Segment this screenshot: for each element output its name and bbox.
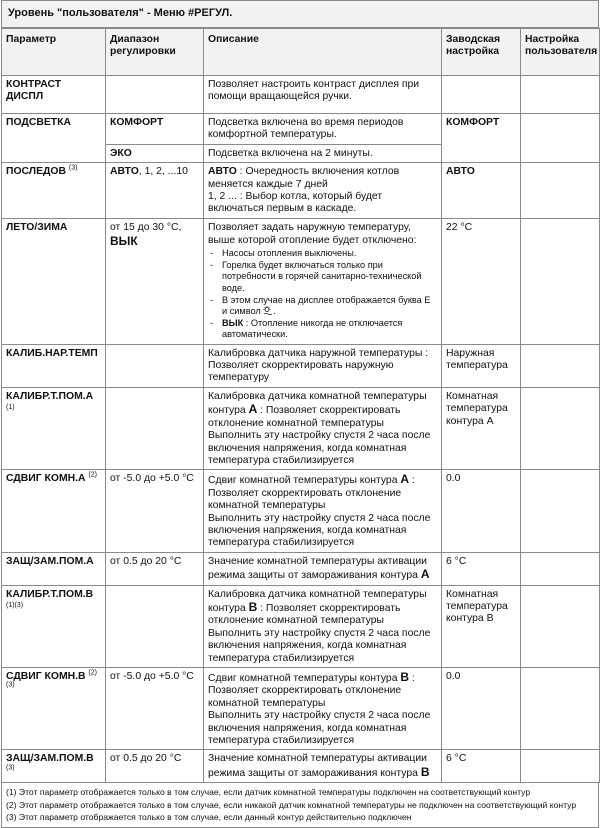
table-row xyxy=(2,163,600,219)
range-cell: от -5.0 до +5.0 °C xyxy=(106,668,204,750)
user-cell xyxy=(521,585,600,667)
desc-line: Позволяет задать наружную температуру, выше которой отопление будет отключено: xyxy=(208,222,417,246)
table-row xyxy=(2,552,600,585)
factory-cell: 0.0 xyxy=(442,668,521,750)
range-cell xyxy=(106,163,204,219)
bullet-text: В этом случае на дисплее отображается буква Е и символ xyxy=(222,294,431,317)
desc-text: : Позволяет скорректировать отклонение комнатной температуры xyxy=(208,405,401,429)
range-cell xyxy=(106,219,204,344)
desc-cell xyxy=(204,219,442,344)
desc-cell xyxy=(204,470,442,552)
footnote: (1) Этот параметр отображается только в том случае, если датчик комнатной температуры подключен на соответствующий контур xyxy=(6,787,531,798)
param-name: КАЛИБР.Т.ПОМ.А xyxy=(6,390,94,402)
range-cell: от -5.0 до +5.0 °C xyxy=(106,470,204,552)
param-cell: ЗАЩ/ЗАМ.ПОМ.А xyxy=(2,552,106,585)
settings-table xyxy=(1,28,600,783)
user-cell xyxy=(521,163,600,219)
footnote-ref: (1)(3) xyxy=(6,601,24,609)
param-name: СДВИГ КОМН.А xyxy=(6,473,86,485)
bullet-text: : Отопление никогда не отключается автоматически. xyxy=(222,318,403,340)
desc-cell xyxy=(204,668,442,750)
user-cell xyxy=(521,219,600,344)
footnotes xyxy=(1,783,599,828)
range-cell xyxy=(106,387,204,469)
desc-text: Сдвиг комнатной температуры контура xyxy=(208,475,401,487)
user-cell xyxy=(521,114,600,163)
desc-cell: Позволяет настроить контраст дисплея при помощи вращающейся ручки. xyxy=(204,76,442,114)
bullet-bold: ВЫК xyxy=(222,318,244,329)
param-cell xyxy=(2,470,106,552)
footnote-ref: (1) xyxy=(6,404,15,412)
factory-cell: 6 °C xyxy=(442,552,521,585)
circuit-letter: B xyxy=(420,764,430,779)
desc-text: : Позволяет скорректировать отклонение комнатной температуры xyxy=(208,673,415,709)
param-name: ЗАЩ/ЗАМ.ПОМ.B xyxy=(6,753,94,765)
param-cell: КОНТРАСТ ДИСПЛ xyxy=(2,76,106,114)
param-cell xyxy=(2,668,106,750)
param-cell: ПОДСВЕТКА xyxy=(2,114,106,163)
range-cell: от 0.5 до 20 °C xyxy=(106,750,204,783)
header-range: Диапазон регулировки xyxy=(106,29,204,76)
factory-cell: КОМФОРТ xyxy=(442,114,521,163)
list-item xyxy=(220,318,437,340)
desc-text: : Позволяет скорректировать отклонение комнатной температуры xyxy=(208,602,401,627)
table-row xyxy=(2,344,600,387)
user-cell xyxy=(521,470,600,552)
circuit-letter: A xyxy=(248,402,258,417)
param-name: СДВИГ КОМН.B xyxy=(6,671,86,682)
user-cell xyxy=(521,552,600,585)
desc-text: Значение комнатной температуры активации режима защиты от замораживания контура xyxy=(208,753,427,779)
header-user: Настройка пользователя xyxy=(521,29,600,76)
param-name: ПОСЛЕДОВ xyxy=(6,166,67,178)
desc-bold: АВТО xyxy=(208,166,237,178)
desc-cell: Калибровка датчика наружной температуры : Позволяет скорректировать наружную температуру xyxy=(204,344,442,387)
footnote-ref: (2) xyxy=(88,471,97,479)
desc-cell xyxy=(204,387,442,469)
range-cell: ЭКО xyxy=(106,144,204,162)
param-cell xyxy=(2,387,106,469)
param-cell: ЛЕТО/ЗИМА xyxy=(2,219,106,344)
user-cell xyxy=(521,387,600,469)
param-cell: КАЛИБ.НАР.ТЕМП xyxy=(2,344,106,387)
user-cell xyxy=(521,668,600,750)
table-row xyxy=(2,76,600,114)
range-cell xyxy=(106,585,204,667)
page-title: Уровень "пользователя" - Меню #РЕГУЛ. xyxy=(1,0,599,28)
table-row xyxy=(2,219,600,344)
factory-cell xyxy=(442,76,521,114)
table-row xyxy=(2,470,600,552)
circuit-letter: A xyxy=(400,472,410,487)
footnote-ref: (2)(3) xyxy=(6,669,97,689)
desc-text: Значение комнатной температуры активации режима защиты от замораживания контура xyxy=(208,555,427,582)
user-cell xyxy=(521,750,600,783)
list-item: - Насосы отопления выключены. xyxy=(220,248,437,259)
header-desc: Описание xyxy=(204,29,442,76)
range-rest: , 1, 2, ...10 xyxy=(138,166,188,178)
range-line: от 15 до 30 °C, xyxy=(110,222,182,234)
desc-rest: : Очередность включения котлов меняется каждые 7 дней xyxy=(208,166,400,190)
range-cell: КОМФОРТ xyxy=(106,114,204,145)
factory-cell: Наружная температура xyxy=(442,344,521,387)
user-cell xyxy=(521,344,600,387)
table-row xyxy=(2,750,600,783)
table-row xyxy=(2,114,600,145)
list-item: - В этом случае на дисплее отображается буква Е и символ . xyxy=(220,295,437,317)
desc-cell xyxy=(204,163,442,219)
table-row xyxy=(2,668,600,750)
factory-cell: Комнатная температура контура B xyxy=(442,585,521,667)
range-cell: от 0.5 до 20 °C xyxy=(106,552,204,585)
table-row xyxy=(2,585,600,667)
footnote-ref: (3) xyxy=(68,164,78,172)
factory-cell: 6 °C xyxy=(442,750,521,783)
desc-text: Сдвиг комнатной температуры контура xyxy=(208,673,401,684)
param-name: КАЛИБР.Т.ПОМ.B xyxy=(6,588,94,600)
table-header-row xyxy=(2,29,600,76)
circuit-letter: A xyxy=(420,567,430,582)
document-page xyxy=(1,0,599,828)
list-item: - Горелка будет включаться только при потребности в горячей санитарно-технической воде. xyxy=(220,260,437,294)
desc-text: : Позволяет скорректировать отклонение комнатной температуры xyxy=(208,475,415,512)
desc-line: Выполнить эту настройку спустя 2 часа после включения напряжения, когда комнатная температура стабилизируется xyxy=(208,430,431,466)
factory-cell: АВТО xyxy=(442,163,521,219)
desc-line: Выполнить эту настройку спустя 2 часа после включения напряжения, когда комнатная температура стабилизируется xyxy=(208,512,431,549)
user-cell xyxy=(521,76,600,114)
desc-cell: Подсветка включена во время периодов комфортной температуры. xyxy=(204,114,442,145)
desc-cell xyxy=(204,750,442,783)
footnote: (2) Этот параметр отображается только в том случае, если никакой датчик комнатной температуры не подключен на соответствующий контур xyxy=(6,799,577,810)
factory-cell: 0.0 xyxy=(442,470,521,552)
circuit-letter: B xyxy=(248,599,258,614)
param-cell xyxy=(2,750,106,783)
circuit-letter: B xyxy=(400,670,410,684)
desc-line: Выполнить эту настройку спустя 2 часа после включения напряжения, когда комнатная температура стабилизируется xyxy=(208,627,431,664)
desc-line: 1, 2 ... : Выбор котла, который будет включаться первым в каскаде. xyxy=(208,191,383,215)
desc-cell xyxy=(204,585,442,667)
desc-text: Калибровка датчика комнатной температуры контура xyxy=(208,390,427,417)
footnote-ref: (3) xyxy=(6,764,15,772)
range-cell xyxy=(106,344,204,387)
param-cell xyxy=(2,163,106,219)
range-bold: АВТО xyxy=(110,166,139,178)
header-factory: Заводская настройка xyxy=(442,29,521,76)
desc-text: Калибровка датчика комнатной температуры контура xyxy=(208,588,427,614)
factory-cell: Комнатная температура контура A xyxy=(442,387,521,469)
range-cell xyxy=(106,76,204,114)
range-off: ВЫК xyxy=(110,233,138,248)
factory-cell: 22 °C xyxy=(442,219,521,344)
desc-cell xyxy=(204,552,442,585)
summer-mode-icon xyxy=(263,306,273,315)
desc-bullets xyxy=(208,248,437,341)
table-row xyxy=(2,387,600,469)
desc-cell: Подсветка включена на 2 минуты. xyxy=(204,144,442,162)
header-param: Параметр xyxy=(2,29,106,76)
param-cell xyxy=(2,585,106,667)
footnote: (3) Этот параметр отображается только в том случае, если данный контур действительно подключен xyxy=(6,812,412,823)
desc-line: Выполнить эту настройку спустя 2 часа после включения напряжения, когда комнатная температура стабилизируется xyxy=(208,710,431,747)
